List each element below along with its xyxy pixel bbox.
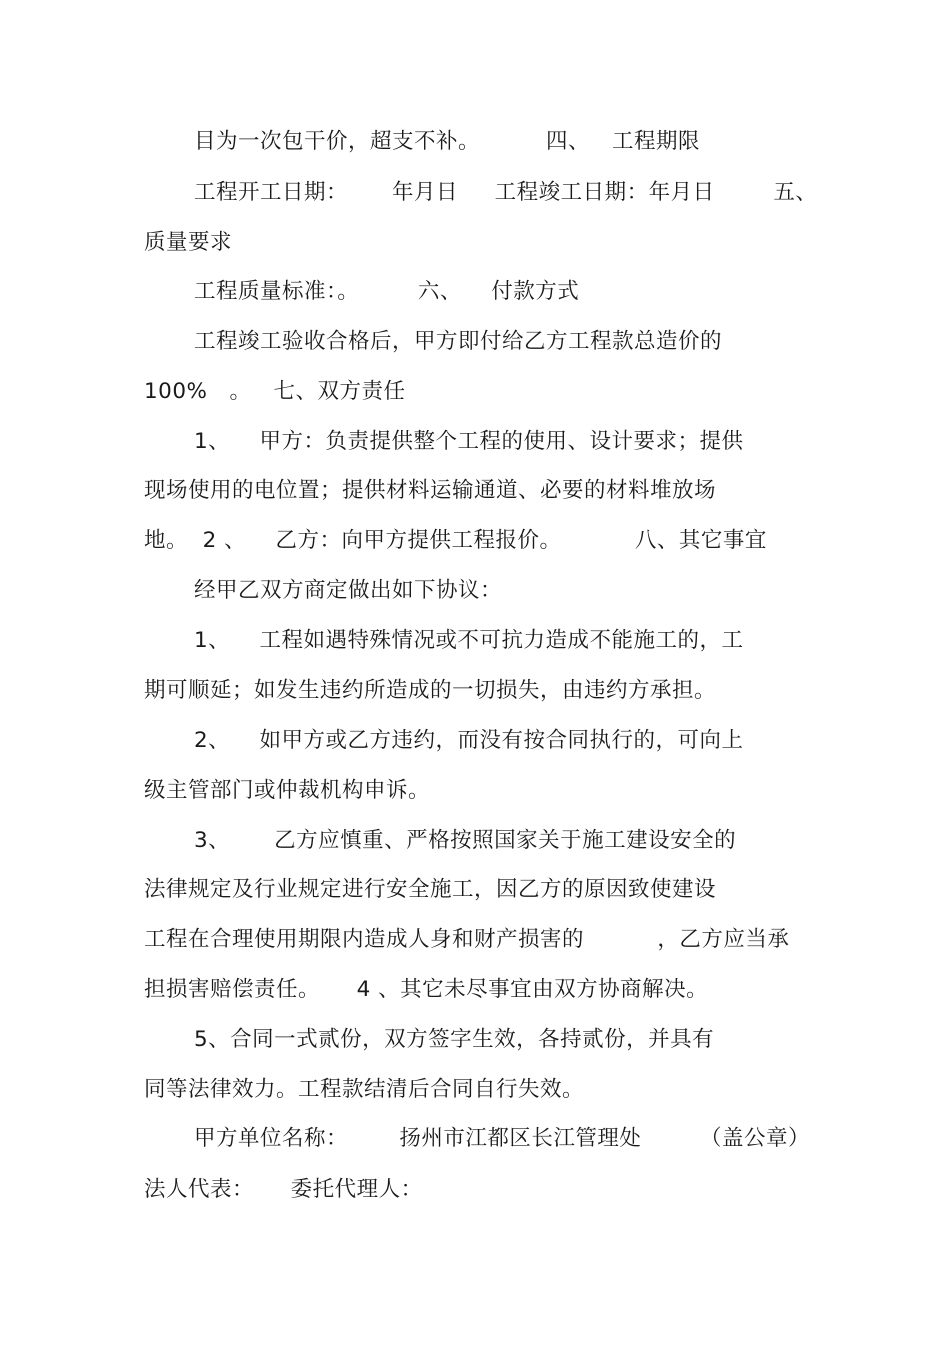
text-line-10: 经甲乙双方商定做出如下协议：: [194, 578, 503, 603]
text-line-6: 100% 。 七、双方责任: [144, 379, 406, 404]
text-line-7: 1、 甲方：负责提供整个工程的使用、设计要求；提供: [194, 429, 744, 454]
text-line-14: 级主管部门或仲裁机构申诉。: [144, 778, 431, 803]
text-line-12: 期可顺延；如发生违约所造成的一切损失，由违约方承担。: [144, 678, 717, 703]
text-line-9: 地。 2 、 乙方：向甲方提供工程报价。 八、其它事宜: [144, 528, 767, 553]
text-line-5: 工程竣工验收合格后，甲方即付给乙方工程款总造价的: [194, 329, 723, 354]
text-line-3: 质量要求: [144, 230, 233, 255]
text-line-19: 5、合同一式贰份，双方签字生效，各持贰份，并具有: [194, 1027, 715, 1052]
text-line-2: 工程开工日期： 年月日 工程竣工日期：年月日 五、: [194, 180, 818, 205]
text-line-18: 担损害赔偿责任。 4 、其它未尽事宜由双方协商解决。: [144, 977, 709, 1002]
text-line-8: 现场使用的电位置；提供材料运输通道、必要的材料堆放场: [144, 478, 717, 503]
text-line-20: 同等法律效力。工程款结清后合同自行失效。: [144, 1077, 585, 1102]
text-line-16: 法律规定及行业规定进行安全施工，因乙方的原因致使建设: [144, 877, 717, 902]
text-line-1: 目为一次包干价，超支不补。 四、 工程期限: [194, 129, 701, 154]
text-line-21: 甲方单位名称： 扬州市江都区长江管理处 （盖公章）: [194, 1126, 811, 1151]
text-line-15: 3、 乙方应慎重、严格按照国家关于施工建设安全的: [194, 828, 737, 853]
text-line-4: 工程质量标准：。 六、 付款方式: [194, 279, 580, 304]
text-line-17: 工程在合理使用期限内造成人身和财产损害的 ，乙方应当承: [144, 927, 790, 952]
text-line-13: 2、 如甲方或乙方违约，而没有按合同执行的，可向上: [194, 728, 744, 753]
text-line-11: 1、 工程如遇特殊情况或不可抗力造成不能施工的，工: [194, 628, 744, 653]
text-line-22: 法人代表： 委托代理人：: [144, 1177, 423, 1202]
